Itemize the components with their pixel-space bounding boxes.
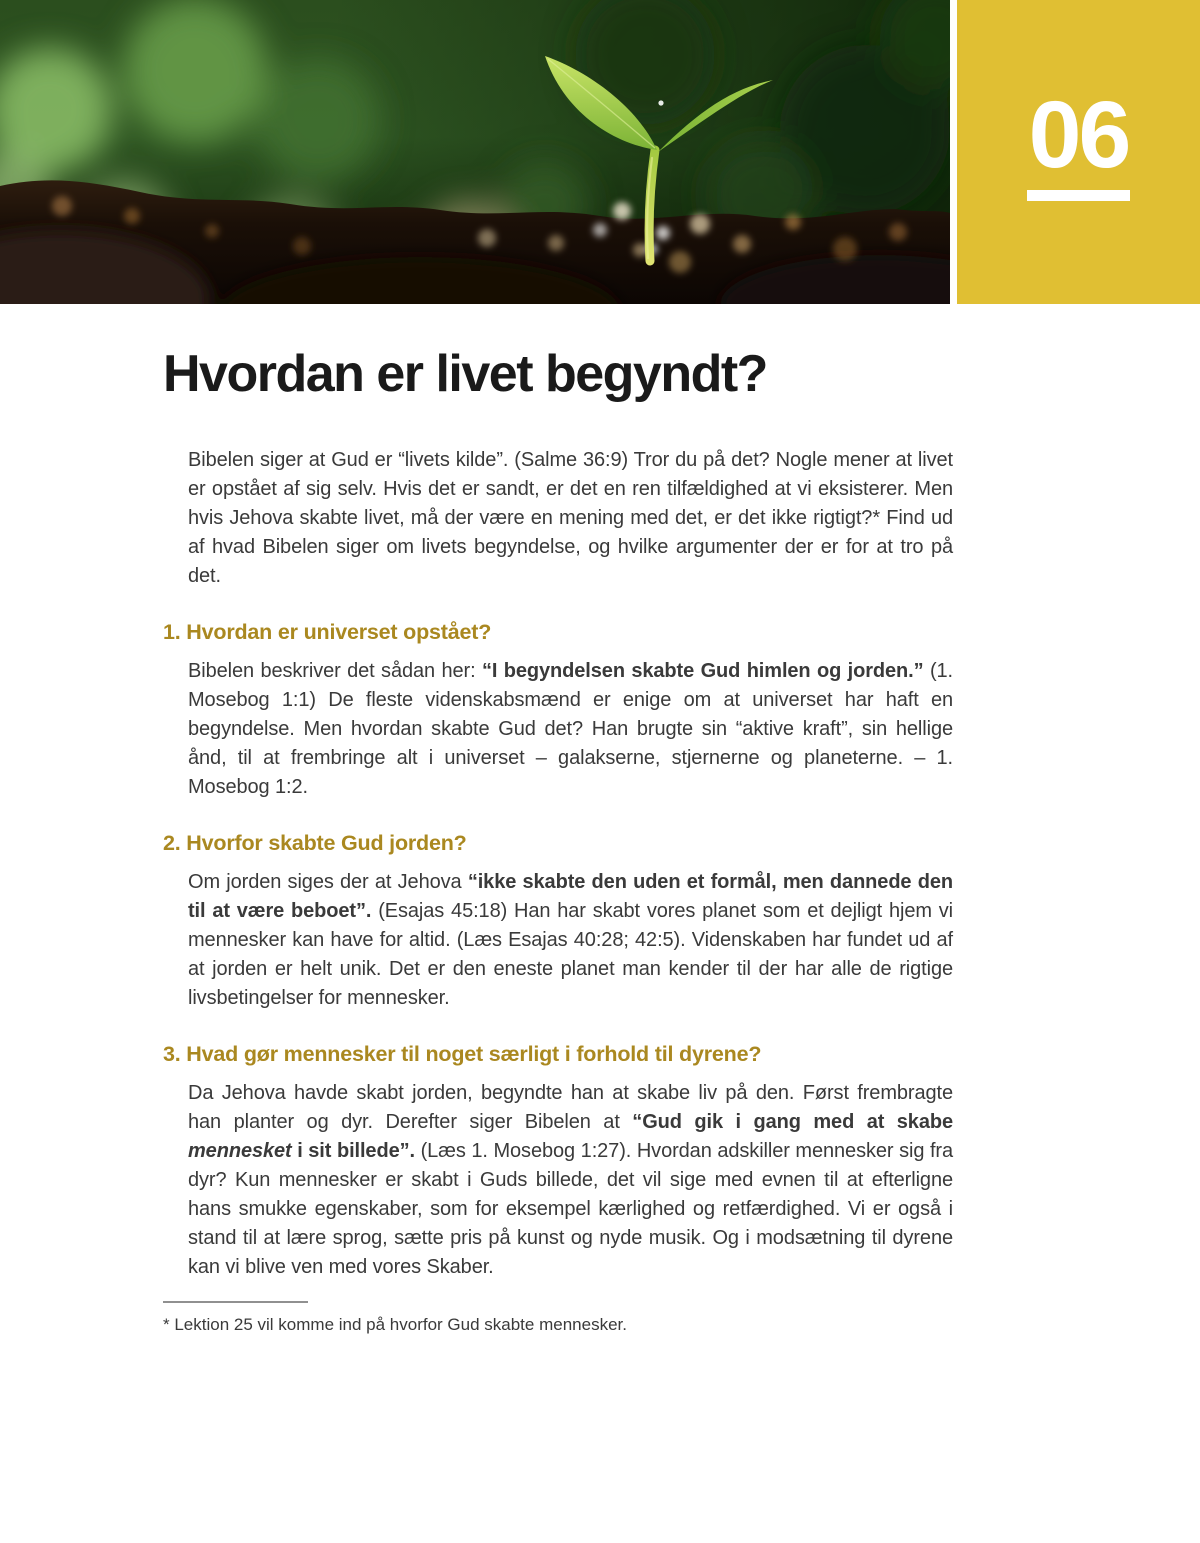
hero-banner [0, 0, 1200, 304]
lesson-number: 06 [1028, 82, 1129, 188]
section-2 [163, 830, 955, 1013]
footnote-divider [163, 1301, 308, 1303]
question-heading-1: 1. Hvordan er universet opstået? [163, 620, 492, 644]
footnote-text: * Lektion 25 vil komme ind på hvorfor Gud skabte mennesker. [163, 1315, 627, 1334]
question-heading-3: 3. Hvad gør mennesker til noget særligt i forhold til dyrene? [163, 1042, 762, 1066]
hero-photo-seedling [0, 0, 950, 304]
section-paragraph-1: Bibelen beskriver det sådan her: “I begyndelsen skabte Gud himlen og jorden.” (1. Mosebog 1:1) De fleste videnskabsmænd er enige om at universet har haft en begyndelse. Men hvordan skabte Gud det? Han brugte sin “aktive kraft”, sin hellige ånd, til at frembringe alt i universet – galakserne, stjernerne og planeterne. – 1. Mosebog 1:2. [188, 660, 954, 798]
section-paragraph-2: Om jorden siges der at Jehova “ikke skabte den uden et formål, men dannede den til at være beboet”. (Esajas 45:18) Han har skabt vores planet som et dejligt hjem vi mennesker kan have for altid. (Læs Esajas 40:28; 42:5). Videnskaben har fundet ud af at jorden er helt unik. Det er den eneste planet man kender til der har alle de rigtige livsbetingelser for mennesker. [188, 871, 953, 1009]
page-title: Hvordan er livet begyndt? [163, 345, 767, 403]
section-paragraph-3: Da Jehova havde skabt jorden, begyndte han at skabe liv på den. Først frembragte han planter og dyr. Derefter siger Bibelen at “Gud gik i gang med at skabe mennesket i sit billede”. (Læs 1. Mosebog 1:27). Hvordan adskiller mennesker sig fra dyr? Kun mennesker er skabt i Guds billede, det vil sige med evnen til at efterligne hans smukke egenskaber, som for eksempel kærlighed og retfærdighed. Vi er også i stand til at lære sprog, sætte pris på kunst og nyde musik. Og i modsætning til dyrene kan vi blive ven med vores Skaber. [188, 1082, 954, 1278]
lesson-content [0, 304, 1200, 1336]
intro-paragraph: Bibelen siger at Gud er “livets kilde”. (Salme 36:9) Tror du på det? Nogle mener at livet er opstået af sig selv. Hvis det er sandt, er det en ren tilfældighed at vi eksisterer. Men hvis Jehova skabte livet, må der være en mening med det, er det ikke rigtigt?* Find ud af hvad Bibelen siger om livets begyndelse, og hvilke argumenter der er for at tro på det. [188, 449, 953, 587]
lesson-number-underline [1027, 190, 1130, 201]
lesson-number-badge [957, 0, 1200, 304]
section-1 [163, 619, 955, 802]
question-heading-2: 2. Hvorfor skabte Gud jorden? [163, 831, 467, 855]
section-3 [163, 1041, 955, 1282]
